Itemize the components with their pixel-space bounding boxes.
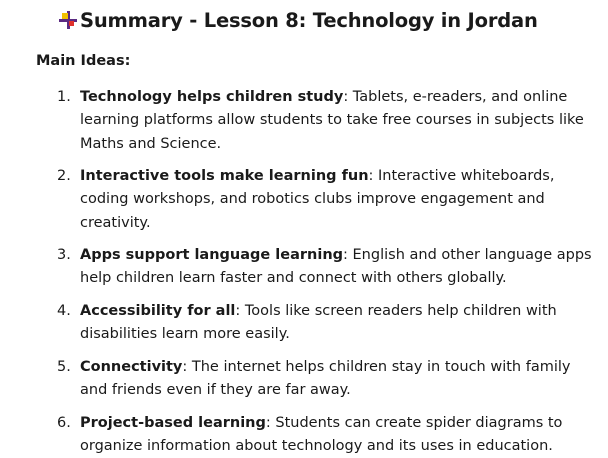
ideas-list bbox=[40, 86, 596, 458]
list-item bbox=[40, 86, 596, 156]
list-item bbox=[40, 412, 596, 458]
page-title: Summary - Lesson 8: Technology in Jordan bbox=[80, 8, 538, 32]
list-number: 5. bbox=[57, 358, 71, 375]
idea-text: : Students can create spider diagrams to organize information about technology and its uses in education. bbox=[80, 414, 563, 454]
list-number: 6. bbox=[57, 414, 71, 431]
idea-heading: Technology helps children study bbox=[80, 89, 344, 105]
list-number: 4. bbox=[57, 302, 71, 319]
idea-heading: Accessibility for all bbox=[80, 302, 236, 319]
title-row bbox=[58, 6, 538, 34]
four-pointed-star-icon bbox=[58, 10, 78, 30]
list-item bbox=[40, 244, 596, 291]
list-item bbox=[40, 165, 596, 235]
idea-heading: Connectivity bbox=[80, 358, 183, 375]
idea-heading: Apps support language learning bbox=[80, 247, 344, 264]
list-number: 2. bbox=[57, 168, 71, 185]
main-ideas-heading: Main Ideas: bbox=[36, 53, 131, 69]
idea-text: : English and other language apps help children learn faster and connect with others globally. bbox=[80, 247, 592, 287]
list-number: 1. bbox=[57, 89, 71, 105]
idea-text: : Tools like screen readers help children with disabilities learn more easily. bbox=[80, 302, 557, 343]
idea-heading: Interactive tools make learning fun bbox=[80, 168, 369, 185]
list-item bbox=[40, 300, 596, 347]
list-item bbox=[40, 356, 596, 403]
idea-heading: Project-based learning bbox=[80, 414, 266, 431]
list-number: 3. bbox=[57, 247, 71, 264]
idea-text: : The internet helps children stay in touch with family and friends even if they are far away. bbox=[80, 358, 571, 399]
idea-text: : Tablets, e-readers, and online learning platforms allow students to take free courses in subjects like Maths and Science. bbox=[80, 89, 584, 152]
idea-text: : Interactive whiteboards, coding workshops, and robotics clubs improve engagement and creativity. bbox=[80, 168, 555, 231]
